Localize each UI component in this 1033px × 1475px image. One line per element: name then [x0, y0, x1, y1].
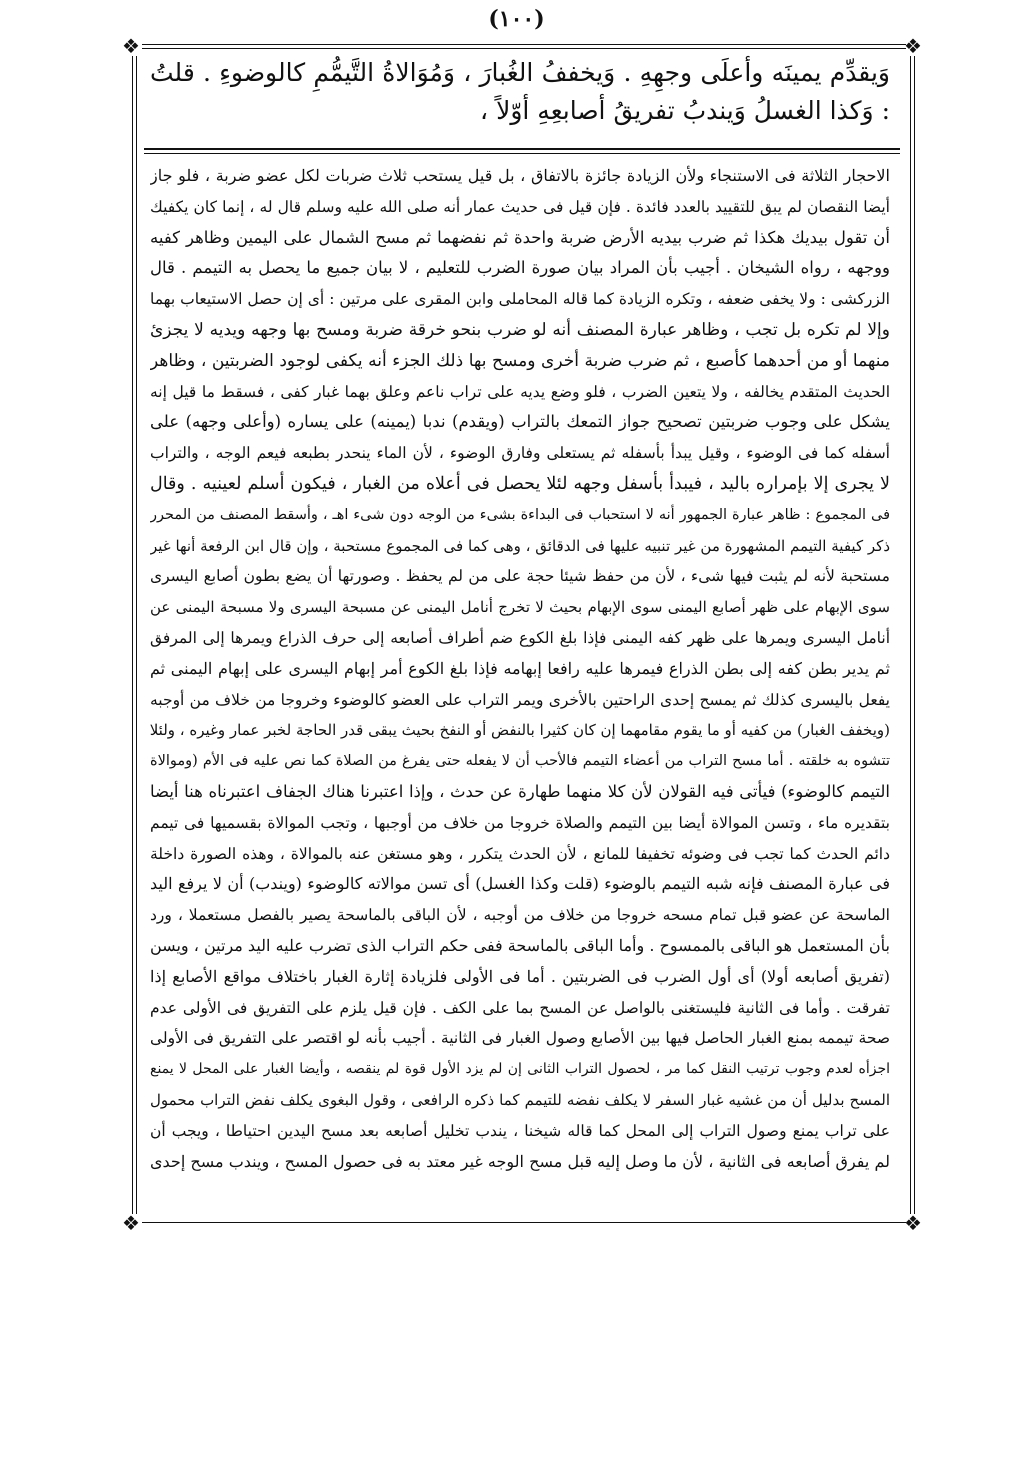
frame-top-line-inner	[142, 48, 906, 49]
commentary-line: سوى الإبهام على ظهر أصابع اليمنى سوى الإبهام بحيث لا تخرج أنامل اليمنى عن مسبحة اليسرى ولا مسبحة اليمنى عن	[150, 598, 890, 617]
commentary-line: ثم يدير بطن كفه إلى بطن الذراع فيمرها عليه رافعا إبهامه فإذا بلغ الكوع أمر إبهام اليسرى على إبهام اليمنى ثم	[150, 658, 890, 678]
commentary-line: دائم الحدث كما تجب فى وضوئه تخفيفا للمانع ، لأن الحدث يتكرر ، وهو مستغن عنه بالموالاة ، وهذه الصورة داخلة	[150, 844, 890, 863]
frame-left-line-inner	[136, 56, 137, 1214]
separator-rule-thin	[144, 153, 900, 154]
commentary-line: تتشوه به خلقته . أما مسح التراب من أعضاء التيمم فالأحب أن لا يفعله حتى يفرغ من الصلاة كما نص عليه فى الأم (وموالاة	[150, 753, 890, 770]
commentary-line: أسفله كما فى الوضوء ، وقيل يبدأ بأسفله ثم يستعلى وفارق الوضوء ، لأن الماء ينحدر بطبعه فيعم الوجه ، والتراب	[150, 444, 890, 463]
commentary-line: التيمم كالوضوء) فيأتى فيه القولان لأن كلا منهما طهارة عن حدث ، وإذا اعتبرنا هناك الجفاف اعتبرناه هنا أيضا	[150, 781, 890, 801]
commentary-line: فى عبارة المصنف فإنه شبه التيمم بالوضوء (قلت وكذا الغسل) أى تسن موالاته كالوضوء (ويندب) أن لا يرفع اليد	[150, 874, 890, 894]
commentary-line: الحديث المتقدم يخالفه ، ولا يتعين الضرب ، فلو وضع يديه على تراب ناعم وعلق بهما غبار كفى ، فسقط ما قيل إنه	[150, 382, 890, 401]
frame-left-line	[132, 56, 133, 1214]
corner-ornament-icon: ❖	[904, 1211, 922, 1235]
commentary-line: بتقديره ماء ، وتسن الموالاة أيضا بين التيمم والصلاة خروجا من خلاف من أوجبها ، وتجب الموالاة بقسميها فى تيمم	[150, 813, 890, 832]
commentary-line: فى المجموع : ظاهر عبارة الجمهور أنه لا استحباب فى البداءة بشىء من الوجه دون شىء اهـ ، وأسقط المصنف من المحرر	[150, 506, 890, 523]
commentary-line: ذكر كيفية التيمم المشهورة من غير تنبيه عليها فى الدقائق ، وهى كما فى المجموع مستحبة ، وإن قال ابن الرفعة أنها غير	[150, 536, 890, 555]
commentary-line: لا يجرى إلا بإمراره باليد ، فيبدأ بأسفل وجهه لئلا يحصل فى أعلاه من الغبار ، فيكون أسلم لعينيه . وقال	[150, 473, 890, 494]
commentary-line: الزركشى : ولا يخفى ضعفه ، وتكره الزيادة كما قاله المحاملى وابن المقرى على مرتين : أى إن حصل الاستيعاب بهما	[150, 290, 890, 309]
commentary-line: ووجهه ، رواه الشيخان . أجيب بأن المراد بيان صورة الضرب للتعليم ، لا بيان جميع ما يحصل به التيمم . قال	[150, 258, 890, 278]
commentary-line: يشكل على وجوب ضربتين تصحيح جواز التمعك بالتراب (ويقدم) ندبا (يمينه) على يساره (وأعلى وجهه) على	[150, 412, 890, 432]
commentary-line: وإلا لم تكره بل تجب ، وظاهر عبارة المصنف أنه لو ضرب بنحو خرقة ضربة ومسح بها وجهه ويديه لا يجزئ	[150, 319, 890, 340]
commentary-line: صحة تيممه بمنع الغبار الحاصل فيها بين الأصابع وصول الغبار فى الثانية . أجيب بأنه لو اقتصر على التفريق فى الأولى	[150, 1029, 890, 1048]
commentary-line: لم يفرق أصابعه فى الثانية ، لأن ما وصل إليه قبل مسح الوجه غير معتد به فى حصول المسح ، ويندب مسح إحدى	[150, 1151, 890, 1171]
corner-ornament-icon: ❖	[122, 1211, 140, 1235]
commentary-line: تفرقت . وأما فى الثانية فليستغنى بالواصل عن المسح بما على الكف . فإن قيل يلزم على التفريق فى الأولى عدم	[150, 998, 890, 1017]
commentary-line: المسح بدليل أن من غشيه غبار السفر لا يكلف نفضه للتيمم كما ذكره الرافعى ، وقول البغوى يكلف نفض التراب محمول	[150, 1090, 890, 1109]
commentary-line: الماسحة عن عضو قبل تمام مسحه خروجا من خلاف من أوجبه ، لأن الباقى بالماسحة يصير بالفصل مستعملا ، ورد	[150, 906, 890, 925]
commentary-line: الاحجار الثلاثة فى الاستنجاء ولأن الزيادة جائزة بالاتفاق ، بل قيل يستحب ثلاث ضربات لكل عضو ضربة ، فلو جاز	[150, 166, 890, 185]
commentary-line: أن تقول بيديك هكذا ثم ضرب بيديه الأرض ضربة واحدة ثم نفضهما ثم مسح الشمال على اليمين وظاهر كفيه	[150, 227, 890, 247]
frame-top-line	[142, 44, 906, 45]
commentary-line: منهما أو من أحدهما كأصبع ، ثم ضرب ضربة أخرى ومسح بها ذلك الجزء أنه يكفى لوجود الضربتين ، وظاهر	[150, 350, 890, 371]
frame-right-line	[910, 56, 911, 1214]
matn-text: وَيقدِّم يمينَه وأعلَى وجهِهِ . وَيخففُ الغُبارَ ، وَمُوَالاةُ التَّيمُّمِ كالوضوءِ . قلتُ : وَكذا الغسلُ وَيندبُ تفريقُ أصابعِهِ أوّلاً ،	[150, 58, 890, 125]
corner-ornament-icon: ❖	[122, 34, 140, 58]
frame-bottom-line	[142, 1222, 906, 1223]
corner-ornament-icon: ❖	[904, 34, 922, 58]
commentary-line: أيضا النقصان لم يبق للتقييد بالعدد فائدة . فإن قيل فى حديث عمار أنه صلى الله عليه وسلم قال له ، إنما كان يكفيك	[150, 197, 890, 216]
commentary-line: (ويخفف الغبار) من كفيه أو ما يقوم مقامهما إن كان كثيرا بالنفض أو النفخ بحيث يبقى قدر الحاجة لخبر عمار وغيره ، ولئلا	[150, 721, 890, 740]
commentary-line: على تراب يمنع وصول التراب إلى المحل كما قاله شيخنا ، يندب تخليل أصابعه بعد مسح اليدين احتياطا ، ويجب أن	[150, 1121, 890, 1140]
commentary-line: بأن المستعمل هو الباقى بالممسوح . وأما الباقى بالماسحة ففى حكم التراب الذى تضرب عليه اليد مرتين ، ويسن	[150, 935, 890, 955]
commentary-line: يفعل باليسرى كذلك ثم يمسح إحدى الراحتين بالأخرى ويمر التراب على العضو كالوضوء وخروجا من خلاف من أوجبه	[150, 690, 890, 709]
commentary-line: مستحبة لأنه لم يثبت فيها شىء ، لأن من حفظ شيئا حجة على من لم يحفظ . وصورتها أن يضع بطون أصابع اليسرى	[150, 567, 890, 586]
page-number: (١٠٠)	[488, 6, 545, 32]
commentary-block	[150, 161, 890, 1177]
commentary-line: أنامل اليسرى ويمرها على ظهر كفه اليمنى فإذا بلغ الكوع ضم أطراف أصابعه إلى حرف الذراع ويمرها إلى المرفق	[150, 628, 890, 647]
commentary-line: (تفريق أصابعه أولا) أى أول الضرب فى الضربتين . أما فى الأولى فلزيادة إثارة الغبار باختلاف مواقع الأصابع إذا	[150, 966, 890, 986]
frame-right-line-inner	[914, 56, 915, 1214]
separator-rule	[144, 148, 900, 150]
commentary-line: اجزأه لعدم وجوب ترتيب النقل كما مر ، لحصول التراب الثانى إن لم يزد الأول قوة لم ينقصه ، وأيضا الغبار على المحل لا يمنع	[150, 1061, 890, 1078]
